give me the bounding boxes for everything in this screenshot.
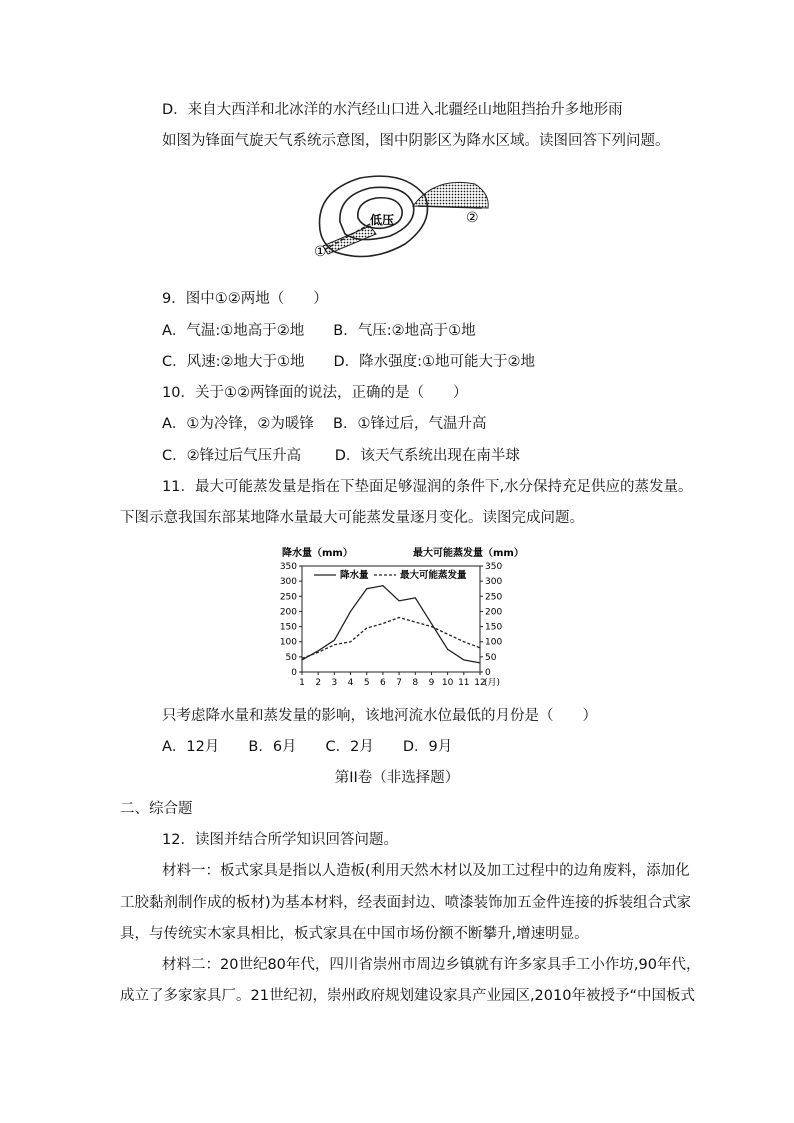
x-tick-label: 11	[458, 678, 470, 688]
x-tick-label: 7	[396, 678, 402, 688]
y-tick-label-left: 0	[291, 668, 297, 678]
question-8-option-d: D．来自大西洋和北冰洋的水汽经山口进入北疆经山地阻挡抬升多地形雨	[162, 102, 623, 118]
cyclone-figure	[310, 172, 495, 264]
low-pressure-label: 低压	[370, 213, 395, 227]
section-2-heading: 二、综合题	[120, 801, 193, 817]
chart-left-axis-label: 降水量（mm）	[282, 548, 353, 559]
y-tick-label-right: 100	[485, 637, 503, 648]
x-unit-label: (月)	[484, 678, 501, 688]
point-1-label: ①	[314, 244, 327, 260]
y-tick-label-left: 300	[279, 577, 297, 588]
y-tick-label-right: 200	[485, 607, 503, 618]
question-10-options-ab: A．①为冷锋，②为暖锋 B．①锋过后，气温升高	[162, 416, 487, 432]
y-tick-label-left: 250	[279, 592, 297, 603]
y-tick-label-right: 250	[485, 592, 503, 603]
material-1-line-1: 材料一：板式家具是指以人造板(利用天然木材以及加工过程中的边角废料，添加化	[162, 863, 690, 879]
y-tick-label-right: 300	[485, 577, 503, 588]
question-9-options-cd: C．风速:②地大于①地 D．降水强度:①地可能大于②地	[162, 354, 536, 370]
question-9-intro: 如图为锋面气旋天气系统示意图，图中阴影区为降水区域。读图回答下列问题。	[162, 133, 670, 149]
y-tick-label-left: 200	[279, 607, 297, 618]
y-tick-label-right: 150	[485, 622, 503, 633]
y-tick-label-left: 100	[279, 637, 297, 648]
x-tick-label: 3	[331, 678, 338, 688]
precipitation-evaporation-chart	[270, 544, 530, 692]
y-tick-label-left: 150	[279, 622, 297, 633]
x-tick-label: 6	[380, 678, 386, 688]
x-tick-label: 4	[347, 678, 354, 688]
question-9: 9．图中①②两地（ ）	[162, 291, 328, 307]
point-2-label: ②	[466, 210, 479, 226]
material-1-line-3: 具，与传统实木家具相比，板式家具在中国市场份额不断攀升,增速明显。	[120, 926, 589, 942]
material-1-line-2: 工胶黏剂制作成的板材)为基本材料，经表面封边、喷漆装饰加五金件连接的拆装组合式家	[120, 895, 692, 911]
x-tick-label: 10	[441, 678, 454, 688]
y-tick-label-right: 350	[485, 562, 503, 572]
question-11-line-1: 11．最大可能蒸发量是指在下垫面足够湿润的条件下,水分保持充足供应的蒸发量。	[162, 479, 693, 495]
chart-right-axis-label: 最大可能蒸发量（mm）	[413, 548, 524, 559]
precipitation-line	[302, 586, 480, 663]
chart-plot-frame	[302, 566, 480, 672]
x-tick-label: 12	[474, 678, 486, 688]
section-2-title: 第II卷（非选择题）	[334, 770, 460, 786]
x-tick-label: 8	[412, 678, 419, 688]
x-tick-label: 2	[315, 678, 322, 688]
question-9-options-ab: A．气温:①地高于②地 B．气压:②地高于①地	[162, 323, 476, 339]
x-tick-label: 9	[428, 678, 435, 688]
y-tick-label-right: 50	[485, 652, 497, 663]
y-tick-label-left: 350	[279, 562, 297, 572]
y-tick-label-left: 50	[285, 652, 297, 663]
x-tick-label: 1	[299, 678, 305, 688]
question-11-options: A．12月 B．6月 C．2月 D．9月	[162, 739, 453, 755]
y-tick-label-right: 0	[485, 668, 491, 678]
legend-precipitation-label: 降水量	[340, 570, 369, 581]
question-11-prompt: 只考虑降水量和蒸发量的影响，该地河流水位最低的月份是（ ）	[162, 708, 597, 724]
question-11-line-2: 下图示意我国东部某地降水量最大可能蒸发量逐月变化。读图完成问题。	[120, 510, 584, 526]
material-2-line-1: 材料二：20世纪80年代，四川省崇州市周边乡镇就有许多家具手工小作坊,90年代，	[162, 957, 701, 973]
question-10-options-cd: C．②锋过后气压升高 D．该天气系统出现在南半球	[162, 448, 520, 464]
question-12: 12．读图并结合所学知识回答问题。	[162, 832, 398, 848]
legend-evaporation-label: 最大可能蒸发量	[400, 570, 467, 581]
question-10: 10．关于①②两锋面的说法，正确的是（ ）	[162, 385, 468, 401]
x-tick-label: 5	[363, 678, 370, 688]
material-2-line-2: 成立了多家家具厂。21世纪初，崇州政府规划建设家具产业园区,2010年被授予“中国板式	[120, 988, 695, 1004]
